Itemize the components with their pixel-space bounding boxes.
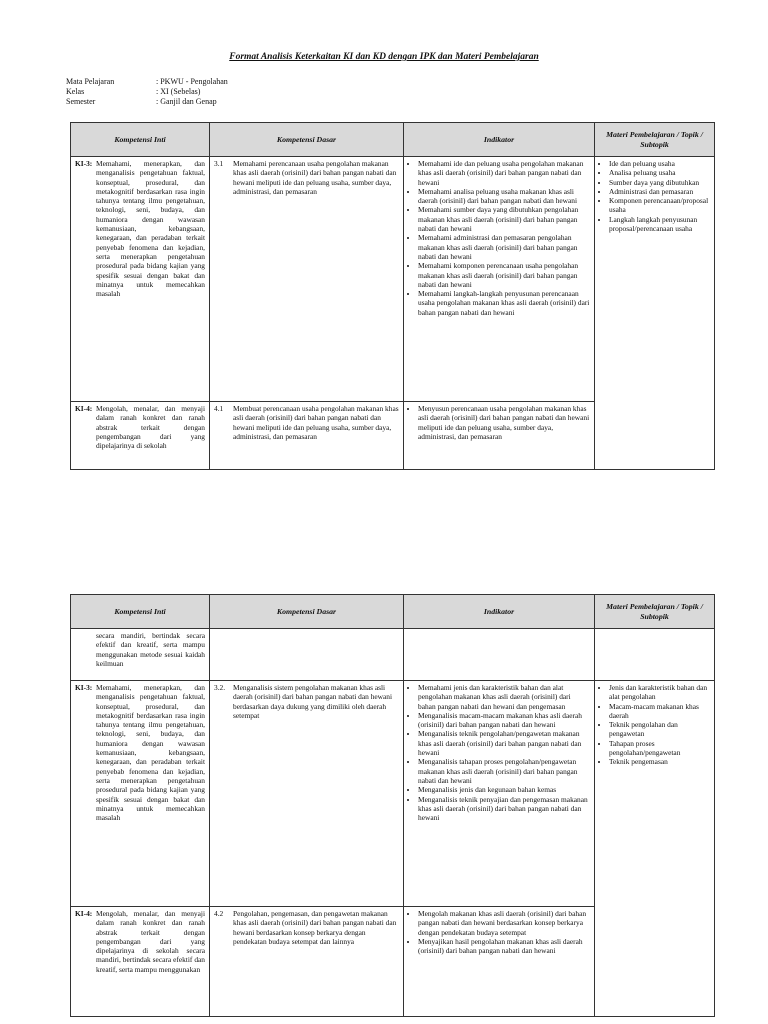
list-item: • Menganalisis jenis dan kegunaan bahan kemas xyxy=(418,785,590,794)
meta-value: : PKWU - Pengolahan xyxy=(156,77,228,86)
kd-cell xyxy=(210,629,404,681)
list-item: • Memahami ide dan peluang usaha pengolahan makanan khas asli daerah (orisinil) dari bahan pangan nabati dan hewani xyxy=(418,159,590,187)
list-item: • Memahami komponen perencanaan usaha pengolahan makanan khas asli daerah (orisinil) dari bahan pangan nabati dan hewani xyxy=(418,261,590,289)
list-item: • Ide dan peluang usaha xyxy=(609,159,710,168)
indikator-list xyxy=(408,909,590,955)
indikator-list xyxy=(408,683,590,822)
kd-number: 4.2 xyxy=(214,909,224,918)
materi-list xyxy=(599,683,710,767)
indikator-list xyxy=(408,159,590,317)
list-item: • Teknik pengolahan dan pengawetan xyxy=(609,720,710,739)
indikator-cell xyxy=(404,681,595,907)
meta-row-class xyxy=(66,87,228,97)
list-item: • Menganalisis teknik pengolahan/pengawetan makanan khas asli daerah (orisinil) dari bahan pangan nabati dan hewani xyxy=(418,729,590,757)
meta-row-subject xyxy=(66,77,228,87)
materi-cell xyxy=(595,629,715,681)
ki-text: Mengolah, menalar, dan menyaji dalam ranah konkret dan ranah abstrak terkait dengan pengembangan dari yang dipelajarinya di sekolah xyxy=(96,404,205,451)
document-meta xyxy=(66,77,228,107)
list-item: • Mengolah makanan khas asli daerah (orisinil) dari bahan pangan nabati dan hewani berdasarkan konsep berkarya dengan pendekatan budaya setempat xyxy=(418,909,590,937)
meta-row-semester xyxy=(66,97,228,107)
ki-text: Mengolah, menalar, dan menyaji dalam ranah konkret dan ranah abstrak terkait dengan pengembangan dari yang dipelajarinya di sekolah secara mandiri, bertindak secara efektif dan kreatif, serta mampu menggunakan xyxy=(96,909,205,974)
table-row xyxy=(71,681,715,907)
kd-text: Menganalisis sistem pengolahan makanan khas asli daerah (orisinil) dari bahan pangan nabati dan hewani berdasarkan daya dukung yang dimiliki oleh daerah setempat xyxy=(233,683,393,720)
kd-text: Pengolahan, pengemasan, dan pengawetan makanan khas asli daerah (orisinil) dari bahan pangan nabati dan hewani berdasarkan konsep berkarya dengan pendekatan budaya setempat dan lainnya xyxy=(233,909,397,946)
ki-code: KI-4: xyxy=(75,404,93,413)
ki-code: KI-3: xyxy=(75,159,93,168)
kd-cell xyxy=(210,402,404,470)
header-indikator: Indikator xyxy=(404,123,595,157)
page-title: Format Analisis Keterkaitan KI dan KD dengan IPK dan Materi Pembelajaran xyxy=(229,52,539,62)
list-item: • Menyajikan hasil pengolahan makanan khas asli daerah (orisinil) dari bahan pangan nabati dan hewani xyxy=(418,937,590,956)
ki-cell xyxy=(71,402,210,470)
header-materi: Materi Pembelajaran / Topik / Subtopik xyxy=(595,595,715,629)
table-row xyxy=(71,157,715,402)
ki-text: Memahami, menerapkan, dan menganalisis pengetahuan faktual, konseptual, prosedural, dan metakognitif berdasarkan rasa ingin tahunya tentang ilmu pengetahuan, teknologi, seni, budaya, dan humaniora dengan wawasan kemanusiaan, kebangsaan, kenegaraan, dan peradaban terkait penyebab fenomena dan kejadian, serta menerapkan pengetahuan prosedural pada bidang kajian yang spesifik sesuai dengan bakat dan minatnya untuk memecahkan masalah xyxy=(96,683,205,823)
list-item: • Menganalisis tahapan proses pengolahan/pengawetan makanan khas asli daerah (orisinil) dari bahan pangan nabati dan hewani xyxy=(418,757,590,785)
list-item: • Administrasi dan pemasaran xyxy=(609,187,710,196)
ki-code: KI-3: xyxy=(75,683,93,692)
header-materi: Materi Pembelajaran / Topik / Subtopik xyxy=(595,123,715,157)
table-header-row xyxy=(71,123,715,157)
indikator-cell xyxy=(404,629,595,681)
list-item: • Memahami administrasi dan pemasaran pengolahan makanan khas asli daerah (orisinil) dari bahan pangan nabati dan hewani xyxy=(418,233,590,261)
header-indikator: Indikator xyxy=(404,595,595,629)
kd-cell xyxy=(210,681,404,907)
list-item: • Jenis dan karakteristik bahan dan alat pengolahan xyxy=(609,683,710,702)
kd-cell xyxy=(210,907,404,1017)
meta-value: : Ganjil dan Genap xyxy=(156,97,217,106)
meta-label: Kelas xyxy=(66,87,85,96)
list-item: • Memahami langkah-langkah penyusunan perencanaan usaha pengolahan makanan khas asli daerah (orisinil) dari bahan pangan nabati dan hewani xyxy=(418,289,590,317)
kd-number: 4.1 xyxy=(214,404,224,413)
kd-number: 3.2. xyxy=(214,683,226,692)
kd-number: 3.1 xyxy=(214,159,224,168)
list-item: • Analisa peluang usaha xyxy=(609,168,710,177)
table-header-row xyxy=(71,595,715,629)
list-item: • Macam-macam makanan khas daerah xyxy=(609,702,710,721)
list-item: • Komponen perencanaan/proposal usaha xyxy=(609,196,710,215)
list-item: • Memahami analisa peluang usaha makanan khas asli daerah (orisinil) dari bahan pangan nabati dan hewani xyxy=(418,187,590,206)
materi-cell xyxy=(595,681,715,1017)
header-kompetensi-dasar: Kompetensi Dasar xyxy=(210,123,404,157)
indikator-cell xyxy=(404,907,595,1017)
meta-label: Semester xyxy=(66,97,96,106)
header-kompetensi-inti: Kompetensi Inti xyxy=(71,123,210,157)
materi-cell xyxy=(595,157,715,470)
ki-cell xyxy=(71,629,210,681)
table-row-continuation xyxy=(71,629,715,681)
list-item: • Memahami jenis dan karakteristik bahan dan alat pengolahan makanan khas asli daerah (orisinil) dari bahan pangan nabati dan hewani dan pengemasan xyxy=(418,683,590,711)
materi-list xyxy=(599,159,710,233)
indikator-cell xyxy=(404,157,595,402)
list-item: • Menganalisis macam-macam makanan khas asli daerah (orisinil) dari bahan pangan nabati dan hewani xyxy=(418,711,590,730)
ki-cell xyxy=(71,907,210,1017)
indikator-cell xyxy=(404,402,595,470)
indikator-list xyxy=(408,404,590,441)
kd-cell xyxy=(210,157,404,402)
meta-label: Mata Pelajaran xyxy=(66,77,115,86)
kd-text: Memahami perencanaan usaha pengolahan makanan khas asli daerah (orisinil) dari bahan pangan nabati dan hewani meliputi ide dan peluang usaha, sumber daya, administrasi, dan pemasaran xyxy=(233,159,397,196)
ki-code: KI-4: xyxy=(75,909,93,918)
list-item: • Tahapan proses pengolahan/pengawetan xyxy=(609,739,710,758)
header-kompetensi-inti: Kompetensi Inti xyxy=(71,595,210,629)
list-item: • Menyusun perencanaan usaha pengolahan makanan khas asli daerah (orisinil) dari bahan pangan nabati dan hewani meliputi ide dan peluang usaha, sumber daya, administrasi, dan pemasaran xyxy=(418,404,590,441)
list-item: • Memahami sumber daya yang dibutuhkan pengolahan makanan khas asli daerah (orisinil) dari bahan pangan nabati dan hewani xyxy=(418,205,590,233)
analysis-table-page-2 xyxy=(70,594,715,1017)
ki-continued-text: secara mandiri, bertindak secara efektif dan kreatif, serta mampu menggunakan metode sesuai kaidah keilmuan xyxy=(96,631,205,668)
list-item: • Sumber daya yang dibutuhkan xyxy=(609,178,710,187)
ki-cell xyxy=(71,681,210,907)
list-item: • Langkah langkah penyusunan proposal/perencanaan usaha xyxy=(609,215,710,234)
list-item: • Menganalisis teknik penyajian dan pengemasan makanan khas asli daerah (orisinil) dari bahan pangan nabati dan hewani xyxy=(418,795,590,823)
kd-text: Membuat perencanaan usaha pengolahan makanan khas asli daerah (orisinil) dari bahan pangan nabati dan hewani meliputi ide dan peluang usaha, sumber daya, administrasi, dan pemasaran xyxy=(233,404,399,441)
meta-value: : XI (Sebelas) xyxy=(156,87,201,96)
ki-text: Memahami, menerapkan, dan menganalisis pengetahuan faktual, konseptual, prosedural, dan metakognitif berdasarkan rasa ingin tahunya tentang ilmu pengetahuan, teknologi, seni, budaya, dan humaniora dengan wawasan kemanusiaan, kebangsaan, kenegaraan, dan peradaban terkait penyebab fenomena dan kejadian, serta menerapkan pengetahuan prosedural pada bidang kajian yang spesifik sesuai dengan bakat dan minatnya untuk memecahkan masalah xyxy=(96,159,205,299)
analysis-table-page-1 xyxy=(70,122,715,470)
list-item: • Teknik pengemasan xyxy=(609,757,710,766)
header-kompetensi-dasar: Kompetensi Dasar xyxy=(210,595,404,629)
ki-cell xyxy=(71,157,210,402)
